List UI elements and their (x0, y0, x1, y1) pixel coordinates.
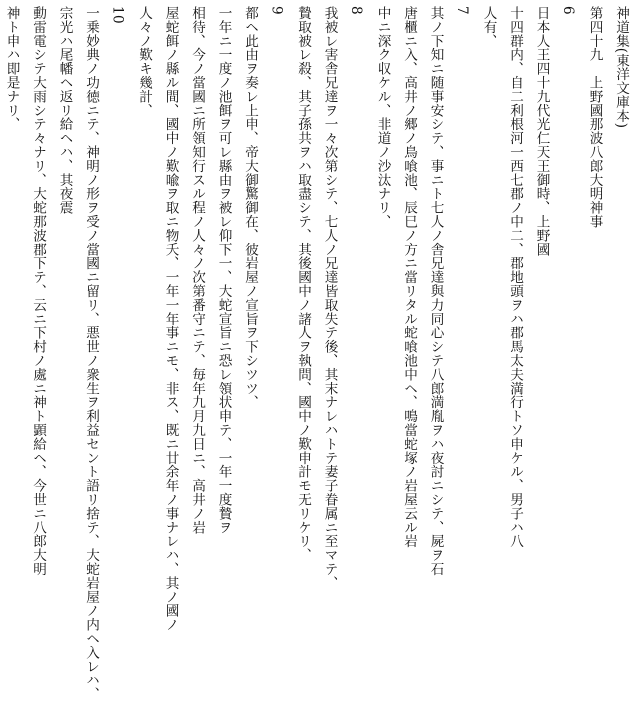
text-line: 一乗妙典ノ功徳ニテ、神明ノ形ヲ受ノ當國ニ留リ、悪世ノ衆生ヲ利益セント語リ捨テ、大蛇岩屋ノ内ヘ入レハ、 (83, 6, 99, 701)
text-line: 中ニ深ク収ケル、非道ノ沙汰ナリ、 (374, 6, 391, 229)
text-line: 人々ノ歎キ幾計、 (136, 6, 152, 118)
text-line: 宗光ハ尾幡ヘ返リ給ヘハ、其夜震 (56, 6, 73, 215)
text-line: 相待、今ノ當國ニ所領知行スル程ノ人々ノ次第番守ニテ、毎年九月九日ニ、高井ノ岩 (189, 6, 205, 535)
book-title: 神道集(東洋文庫本) (613, 6, 629, 129)
text-line: 十四群内、自二利根河一西七郡ノ中二、郡地頭ヲハ郡馬太夫満行トソ申ケル、男子ハ八 (507, 6, 523, 549)
text-line: 日本人王四十九代光仁天王御時、上野國 (533, 6, 550, 257)
section-number: 6 (560, 6, 576, 15)
text-line: 贄取被レ殺、其子孫共ヲハ取盡シテ、其後國中ノ諸人ヲ執問、國中ノ歎申計モ无リケリ、 (295, 6, 311, 562)
section-number: 7 (454, 6, 470, 15)
chapter-heading: 第四十九 上野國那波八郎大明神事 (586, 6, 603, 229)
section-number: 9 (268, 6, 285, 15)
section-number: 8 (348, 6, 364, 15)
text-line: 其ノ下知ニ随事安シテ、事ニト七人ノ舎兄達與力同心シテ八郎満胤ヲハ夜討ニシテ、屍ヲ石 (427, 6, 444, 576)
text-line: 一年ニ一度ノ池餌ヲ可レ縣由ヲ被レ仰下一、大蛇宣旨ニ恐レ領状申テ、一年一度贄ヲ (215, 6, 232, 535)
section-number: 10 (109, 6, 126, 24)
text-line: 唐櫃ニ入、高井ノ郷ノ鳥喰池、辰巳ノ方ニ當リタル蛇喰池中ヘ、鳴當蛇塚ノ岩屋云ル岩 (401, 6, 417, 549)
text-line: 屋蛇餌ノ縣ル間、國中ノ歎喩ヲ取ニ物夭、一年一年事ニモ、非ス、既ニ廿余年ノ事ナレハ、其ノ國ノ (162, 6, 179, 632)
text-line: 都ヘ此由ヲ奏レ上申、帝大御驚御在、彼岩屋ノ宣旨ヲ下シツツ、 (242, 6, 258, 410)
text-line: 我被レ害舎兄達ヲ一々次第シテ、七人ノ兄達皆取失テ後、其末ナレハトテ妻子眷属ニ至マテ、 (321, 6, 338, 590)
text-line: 人有、 (480, 6, 497, 48)
text-line: 神ト申ハ即是ナリ、 (3, 6, 20, 132)
text-line: 動雷電シテ大雨シテ々ナリ、大蛇那波郡下テ、云ニ下村ノ處ニ神ト顕給ヘ、今世ニ八郎大明 (30, 6, 46, 576)
